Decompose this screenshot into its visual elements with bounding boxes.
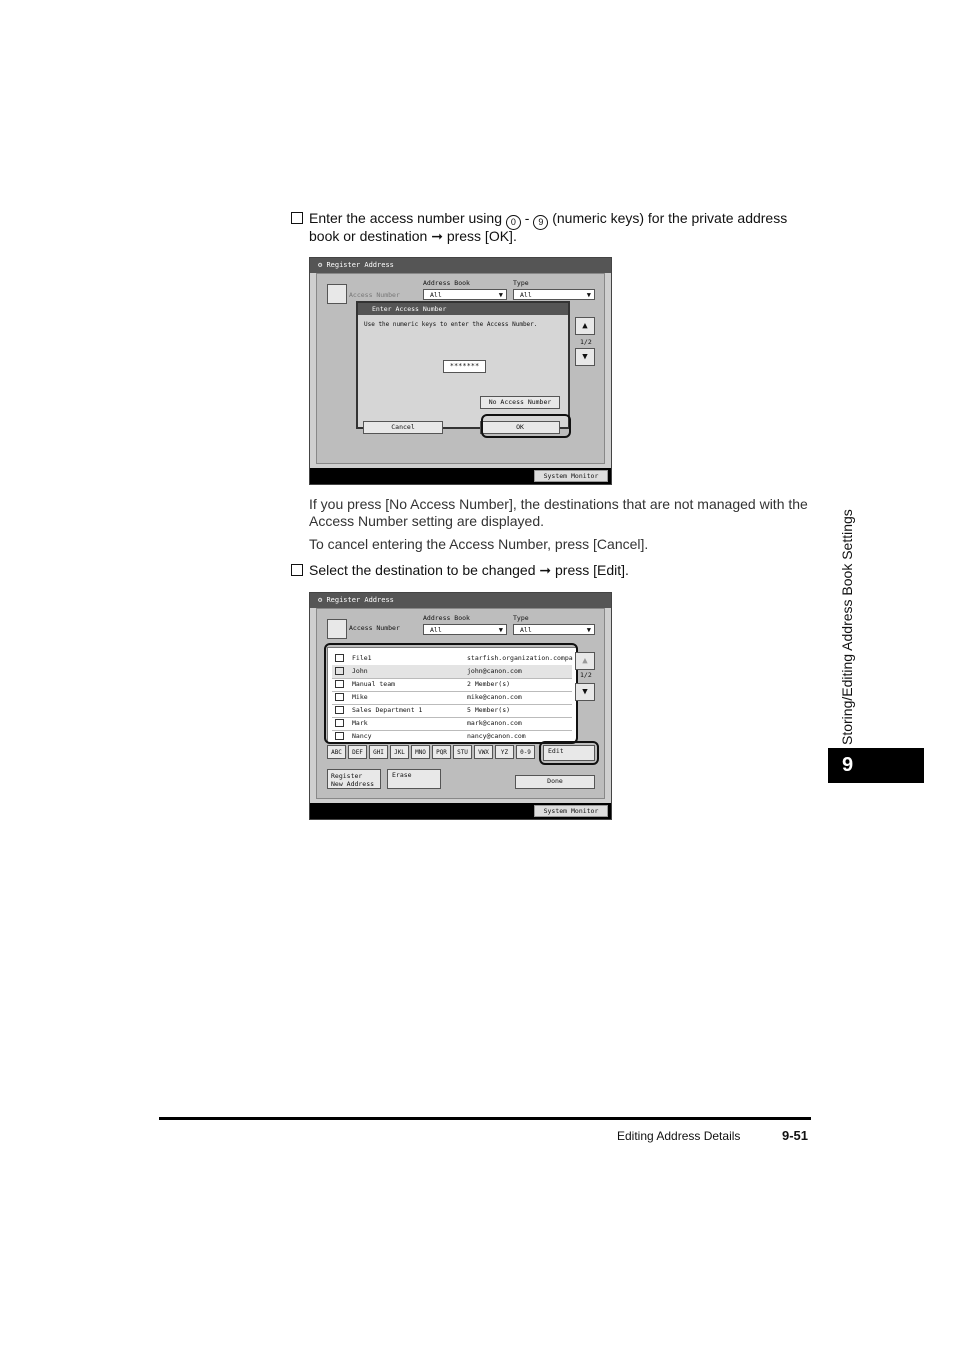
edit-highlight — [539, 741, 599, 765]
numeric-key-9-icon: 9 — [533, 215, 548, 230]
scroll-down-button[interactable]: ▼ — [575, 683, 595, 701]
system-bar — [310, 803, 611, 819]
alpha-tab[interactable]: MNO — [411, 745, 430, 759]
screen-titlebar: ⚙ Register Address — [310, 258, 611, 273]
access-number-label: Access Number — [349, 291, 400, 299]
row-destination: starfish.organization.compa — [467, 654, 573, 662]
row-destination: 5 Member(s) — [467, 706, 511, 714]
register-new-address-button[interactable]: Register New Address — [327, 769, 381, 789]
type-label: Type — [513, 614, 529, 622]
checkbox-icon — [291, 564, 303, 576]
note-cancel: To cancel entering the Access Number, press [Cancel]. — [309, 536, 649, 552]
list-highlight — [324, 643, 578, 744]
step1-instruction: Enter the access number using 0 - 9 (numeric keys) for the private address — [291, 209, 821, 230]
page-indicator: 1/2 — [580, 671, 592, 679]
screen-body — [316, 273, 605, 464]
row-name: Mark — [352, 719, 368, 727]
scroll-up-button[interactable]: ▲ — [575, 317, 595, 335]
row-destination: mike@canon.com — [467, 693, 522, 701]
alpha-tab[interactable]: 0-9 — [516, 745, 535, 759]
step2-instruction: Select the destination to be changed ➞ press [Edit]. — [291, 561, 629, 579]
alpha-tab[interactable]: GHI — [369, 745, 388, 759]
footer-rule — [159, 1117, 811, 1120]
address-book-select[interactable]: All ▼ — [423, 289, 507, 300]
ok-highlight — [481, 414, 571, 438]
screen-enter-access-number — [309, 257, 612, 485]
row-name: File1 — [352, 654, 372, 662]
system-bar — [310, 468, 611, 484]
checkbox-icon — [291, 212, 303, 224]
type-select[interactable]: All ▼ — [513, 289, 595, 300]
no-access-number-button[interactable]: No Access Number — [480, 396, 560, 409]
system-monitor-button[interactable]: System Monitor — [534, 805, 608, 817]
footer-section: Editing Address Details — [617, 1129, 741, 1143]
access-number-key[interactable] — [327, 619, 347, 639]
screen-register-address — [309, 592, 612, 820]
row-name: John — [352, 667, 368, 675]
alpha-tab[interactable]: YZ — [495, 745, 514, 759]
dialog-message: Use the numeric keys to enter the Access Number. — [364, 321, 538, 328]
row-name: Sales Department 1 — [352, 706, 423, 714]
screen-body — [316, 608, 605, 799]
scroll-down-button[interactable]: ▼ — [575, 348, 595, 366]
address-book-label: Address Book — [423, 614, 470, 622]
row-name: Manual team — [352, 680, 396, 688]
system-monitor-button[interactable]: System Monitor — [534, 470, 608, 482]
alpha-tab[interactable]: DEF — [348, 745, 367, 759]
alpha-tab[interactable]: STU — [453, 745, 472, 759]
screen-titlebar: ⚙ Register Address — [310, 593, 611, 608]
scroll-up-button[interactable]: ▲ — [575, 652, 595, 670]
note-no-access-number: If you press [No Access Number], the destinations that are not managed with the Access Number setting are displayed. — [309, 496, 808, 529]
alpha-tab[interactable]: ABC — [327, 745, 346, 759]
row-destination: 2 Member(s) — [467, 680, 511, 688]
row-destination: nancy@canon.com — [467, 732, 526, 740]
type-select[interactable]: All ▼ — [513, 624, 595, 635]
numeric-key-0-icon: 0 — [506, 215, 521, 230]
cancel-button[interactable]: Cancel — [363, 421, 443, 434]
chapter-number-tab: 9 — [828, 748, 924, 783]
ok-button[interactable]: OK — [480, 421, 560, 434]
access-number-label: Access Number — [349, 624, 400, 632]
row-name: Mike — [352, 693, 368, 701]
access-number-dialog — [356, 301, 570, 429]
erase-button[interactable]: Erase — [387, 769, 441, 789]
edit-button[interactable]: Edit — [543, 745, 595, 761]
address-book-select[interactable]: All ▼ — [423, 624, 507, 635]
row-destination: mark@canon.com — [467, 719, 522, 727]
chapter-title-text: Storing/Editing Address Book Settings — [839, 509, 855, 745]
alpha-tab[interactable]: PQR — [432, 745, 451, 759]
type-label: Type — [513, 279, 529, 287]
address-book-label: Address Book — [423, 279, 470, 287]
access-number-key[interactable] — [327, 284, 347, 304]
access-number-field[interactable]: ******* — [443, 360, 486, 373]
row-destination: john@canon.com — [467, 667, 522, 675]
row-name: Nancy — [352, 732, 372, 740]
step1-instruction-cont: book or destination ➞ press [OK]. — [309, 228, 517, 244]
alpha-tab-row — [327, 745, 537, 759]
dialog-title: Enter Access Number — [358, 303, 568, 315]
page-number: 9-51 — [782, 1128, 809, 1143]
done-button[interactable]: Done — [515, 775, 595, 789]
alpha-tab[interactable]: JKL — [390, 745, 409, 759]
alpha-tab[interactable]: VWX — [474, 745, 493, 759]
page-indicator: 1/2 — [580, 338, 592, 346]
